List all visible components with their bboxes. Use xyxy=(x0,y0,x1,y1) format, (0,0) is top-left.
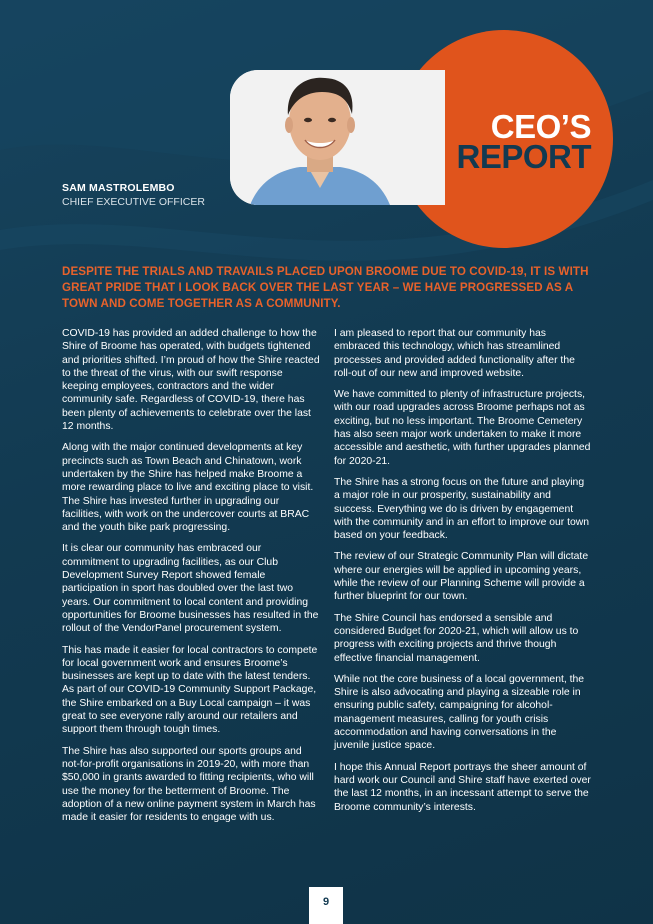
paragraph: While not the core business of a local government, the Shire is also advocating and playing a sizeable role in ensuring public safety, campaigning for alcohol-management measures, calling for youth crisis accommodation and having conversations in the juvenile justice space. xyxy=(334,673,585,752)
ceo-role: CHIEF EXECUTIVE OFFICER xyxy=(62,196,205,208)
ceo-name: SAM MASTROLEMBO xyxy=(62,182,175,194)
paragraph: This has made it easier for local contractors to compete for local government work and ensures Broome’s businesses are kept up to date with the latest tenders. As part of our COVID-19 Community Support Package, the Shire embarked on a Buy Local campaign – it was great to see everyone rally around our retailers and support them through tough times. xyxy=(62,644,318,736)
page-title xyxy=(456,108,591,175)
paragraph: The Shire has also supported our sports groups and not-for-profit organisations in 2019-20, with more than $50,000 in grants awarded to fitting recipients, who will use the money for the betterment of Broome. The adoption of a new online payment system in March has made it easier for residents to engage with us. xyxy=(62,745,316,824)
paragraph: I hope this Annual Report portrays the sheer amount of hard work our Council and Shire staff have exerted over the last 12 months, in an incessant attempt to serve the Broome community’s interests. xyxy=(334,761,591,813)
paragraph: It is clear our community has embraced our commitment to upgrading facilities, as our Club Development Survey Report showed female participation in sport has doubled over the last two years. Our commitment to local content and providing opportunities for Broome businesses has resulted in the rollout of the VendorPanel procurement system. xyxy=(62,543,319,635)
paragraph: We have committed to plenty of infrastructure projects, with our road upgrades across Broome perhaps not as exciting, but no less important. The Broome Cemetery has also seen major work undertaken to make it more accessible and aesthetic, with further upgrades planned for 2020-21. xyxy=(334,389,591,467)
right-column xyxy=(334,327,592,822)
paragraph: I am pleased to report that our community has embraced this technology, which has streamlined processes and provided added functionality after the roll-out of our new and improved website. xyxy=(334,328,575,379)
paragraph: The Shire has a strong focus on the future and playing a major role in our prosperity, sustainability and success. Everything we do is driven by engagement with the community and in an effort to improve our town based on your feedback. xyxy=(334,476,590,542)
lead-statement: DESPITE THE TRIALS AND TRAVAILS PLACED UPON BROOME DUE TO COVID-19, IT IS WITH GREAT PRIDE THAT I LOOK BACK OVER THE LAST YEAR – WE HAVE PROGRESSED AS A TOWN AND COME TOGETHER AS A COMMUNITY. xyxy=(62,265,589,310)
paragraph: The review of our Strategic Community Plan will dictate where our energies will be applied in upcoming years, while the review of our Planning Scheme will provide a further blueprint for our town. xyxy=(334,551,589,603)
ceo-photo xyxy=(230,70,445,205)
ceo-portrait-image xyxy=(230,70,445,205)
title-line-ceos: CEO’S xyxy=(490,108,591,145)
page-number: 9 xyxy=(309,887,343,924)
paragraph: COVID-19 has provided an added challenge to how the Shire of Broome has operated, with budgets tightened and priorities shifted. I’m proud of how the Shire reacted to the threat of the virus, with our swift response keeping employees, contractors and the wider community safe. Regardless of COVID-19, there has been plenty of achievements to celebrate over the last 12 months. xyxy=(62,328,320,433)
title-line-report: REPORT xyxy=(456,138,591,175)
paragraph: The Shire Council has endorsed a sensible and considered Budget for 2020-21, which will allow us to progress with exciting projects and thrive though effective financial management. xyxy=(334,612,579,664)
left-column xyxy=(62,327,320,832)
paragraph: Along with the major continued developments at key precincts such as Town Beach and Chinatown, work undertaken by the Shire has helped make Broome a more rewarding place to live and exciting place to visit. The Shire has invested further in upgrading our facilities, with work on the undercover courts at BRAC and the youth bike park progressing. xyxy=(62,442,314,534)
